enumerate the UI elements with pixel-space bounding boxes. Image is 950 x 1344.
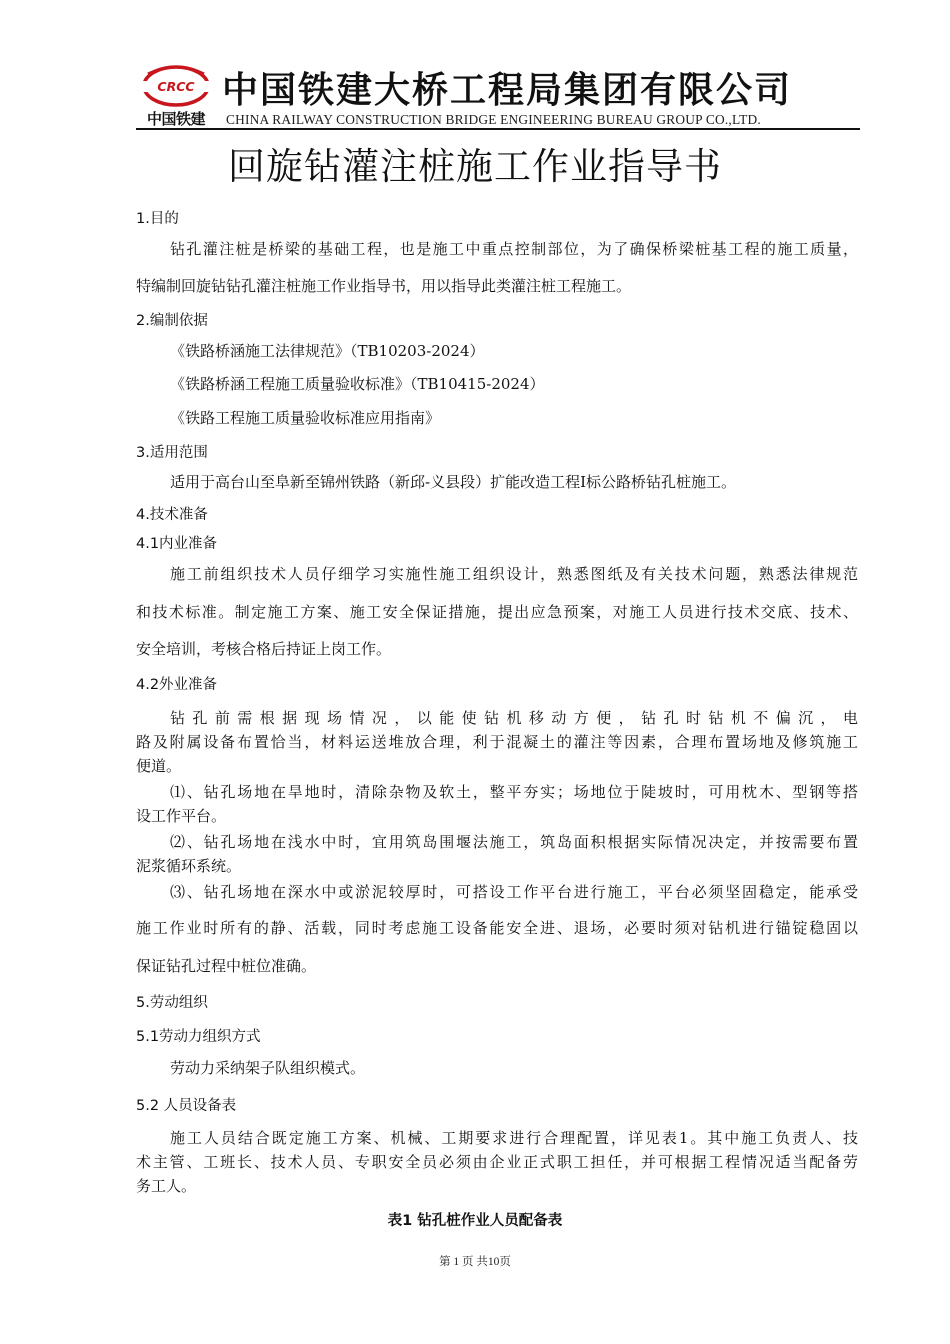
paragraph-line: 务工人。 bbox=[136, 1177, 197, 1195]
paragraph-line: 和技术标准。制定施工方案、施工安全保证措施，提出应急预案，对施工人员进行技术交底、技术、 bbox=[136, 603, 858, 621]
paragraph-line: 保证钻孔过程中桩位准确。 bbox=[136, 957, 317, 975]
heading-4-1-office-prep: 4.1内业准备 bbox=[136, 536, 218, 552]
reference-item: 《铁路桥涵工程施工质量验收标准》（TB10415-2024） bbox=[170, 375, 545, 393]
heading-5-labor: 5.劳动组织 bbox=[136, 995, 208, 1011]
paragraph-line: 术主管、工班长、技术人员、专职安全员必须由企业正式职工担任，并可根据工程情况适当配备劳 bbox=[136, 1153, 858, 1171]
page-footer: 第 1 页 共10页 bbox=[439, 1256, 511, 1268]
paragraph-line: 劳动力采纳架子队组织模式。 bbox=[170, 1059, 366, 1077]
heading-5-2-staff-table: 5.2 人员设备表 bbox=[136, 1098, 237, 1114]
paragraph-line: 设工作平台。 bbox=[136, 807, 227, 825]
paragraph-line: 施工人员结合既定施工方案、机械、工期要求进行合理配置，详见表1。其中施工负责人、技 bbox=[170, 1129, 858, 1147]
heading-4-tech-prep: 4.技术准备 bbox=[136, 507, 208, 523]
company-name-english: CHINA RAILWAY CONSTRUCTION BRIDGE ENGINEERING BUREAU GROUP CO.,LTD. bbox=[226, 112, 761, 127]
heading-1-purpose: 1.目的 bbox=[136, 211, 179, 227]
heading-4-2-field-prep: 4.2外业准备 bbox=[136, 677, 218, 693]
paragraph-line: 泥浆循环系统。 bbox=[136, 857, 242, 875]
paragraph-line: 适用于高台山至阜新至锦州铁路（新邱-义县段）扩能改造工程Ⅰ标公路桥钻孔桩施工。 bbox=[170, 473, 736, 491]
reference-item: 《铁路桥涵施工法律规范》（TB10203-2024） bbox=[170, 342, 485, 360]
header-divider bbox=[136, 128, 860, 130]
heading-2-basis: 2.编制依据 bbox=[136, 313, 208, 329]
paragraph-line: 安全培训，考核合格后持证上岗工作。 bbox=[136, 640, 392, 658]
paragraph-line: 钻孔灌注桩是桥梁的基础工程，也是施工中重点控制部位，为了确保桥梁桩基工程的施工质量， bbox=[170, 240, 858, 258]
paragraph-line: ⑵、钻孔场地在浅水中时，宜用筑岛围堰法施工，筑岛面积根据实际情况决定，并按需要布置 bbox=[170, 833, 858, 851]
reference-item: 《铁路工程施工质量验收标准应用指南》 bbox=[170, 409, 441, 427]
logo-chinese-text: 中国铁建 bbox=[146, 110, 205, 128]
paragraph-line: 施工前组织技术人员仔细学习实施性施工组织设计，熟悉图纸及有关技术问题，熟悉法律规范 bbox=[170, 565, 858, 583]
logo-mark-text: CRCC bbox=[157, 79, 195, 94]
paragraph-line: ⑶、钻孔场地在深水中或淤泥较厚时，可搭设工作平台进行施工，平台必须坚固稳定，能承受 bbox=[170, 883, 858, 901]
paragraph-line: 施工作业时所有的静、活载，同时考虑施工设备能安全进、退场，必要时须对钻机进行锚锭稳固以 bbox=[136, 919, 858, 937]
paragraph-line: 钻孔前需根据现场情况，以能使钻机移动方便，钻孔时钻机不偏沉，电 bbox=[170, 709, 858, 727]
paragraph-line: 路及附属设备布置恰当，材料运送堆放合理，利于混凝土的灌注等因素，合理布置场地及修筑施工 bbox=[136, 733, 858, 751]
paragraph-line: 特编制回旋钻钻孔灌注桩施工作业指导书，用以指导此类灌注桩工程施工。 bbox=[136, 277, 632, 295]
company-name-chinese: 中国铁建大桥工程局集团有限公司 bbox=[222, 70, 793, 111]
company-logo bbox=[136, 62, 216, 128]
heading-3-scope: 3.适用范围 bbox=[136, 445, 208, 461]
document-title: 回旋钻灌注桩施工作业指导书 bbox=[228, 145, 722, 188]
paragraph-line: 便道。 bbox=[136, 757, 182, 775]
table-caption: 表1 钻孔桩作业人员配备表 bbox=[387, 1213, 563, 1229]
paragraph-line: ⑴、钻孔场地在旱地时，清除杂物及软土，整平夯实；场地位于陡坡时，可用枕木、型钢等搭 bbox=[170, 783, 858, 801]
crcc-logo-mark bbox=[136, 62, 216, 108]
heading-5-1-labor-mode: 5.1劳动力组织方式 bbox=[136, 1029, 261, 1045]
